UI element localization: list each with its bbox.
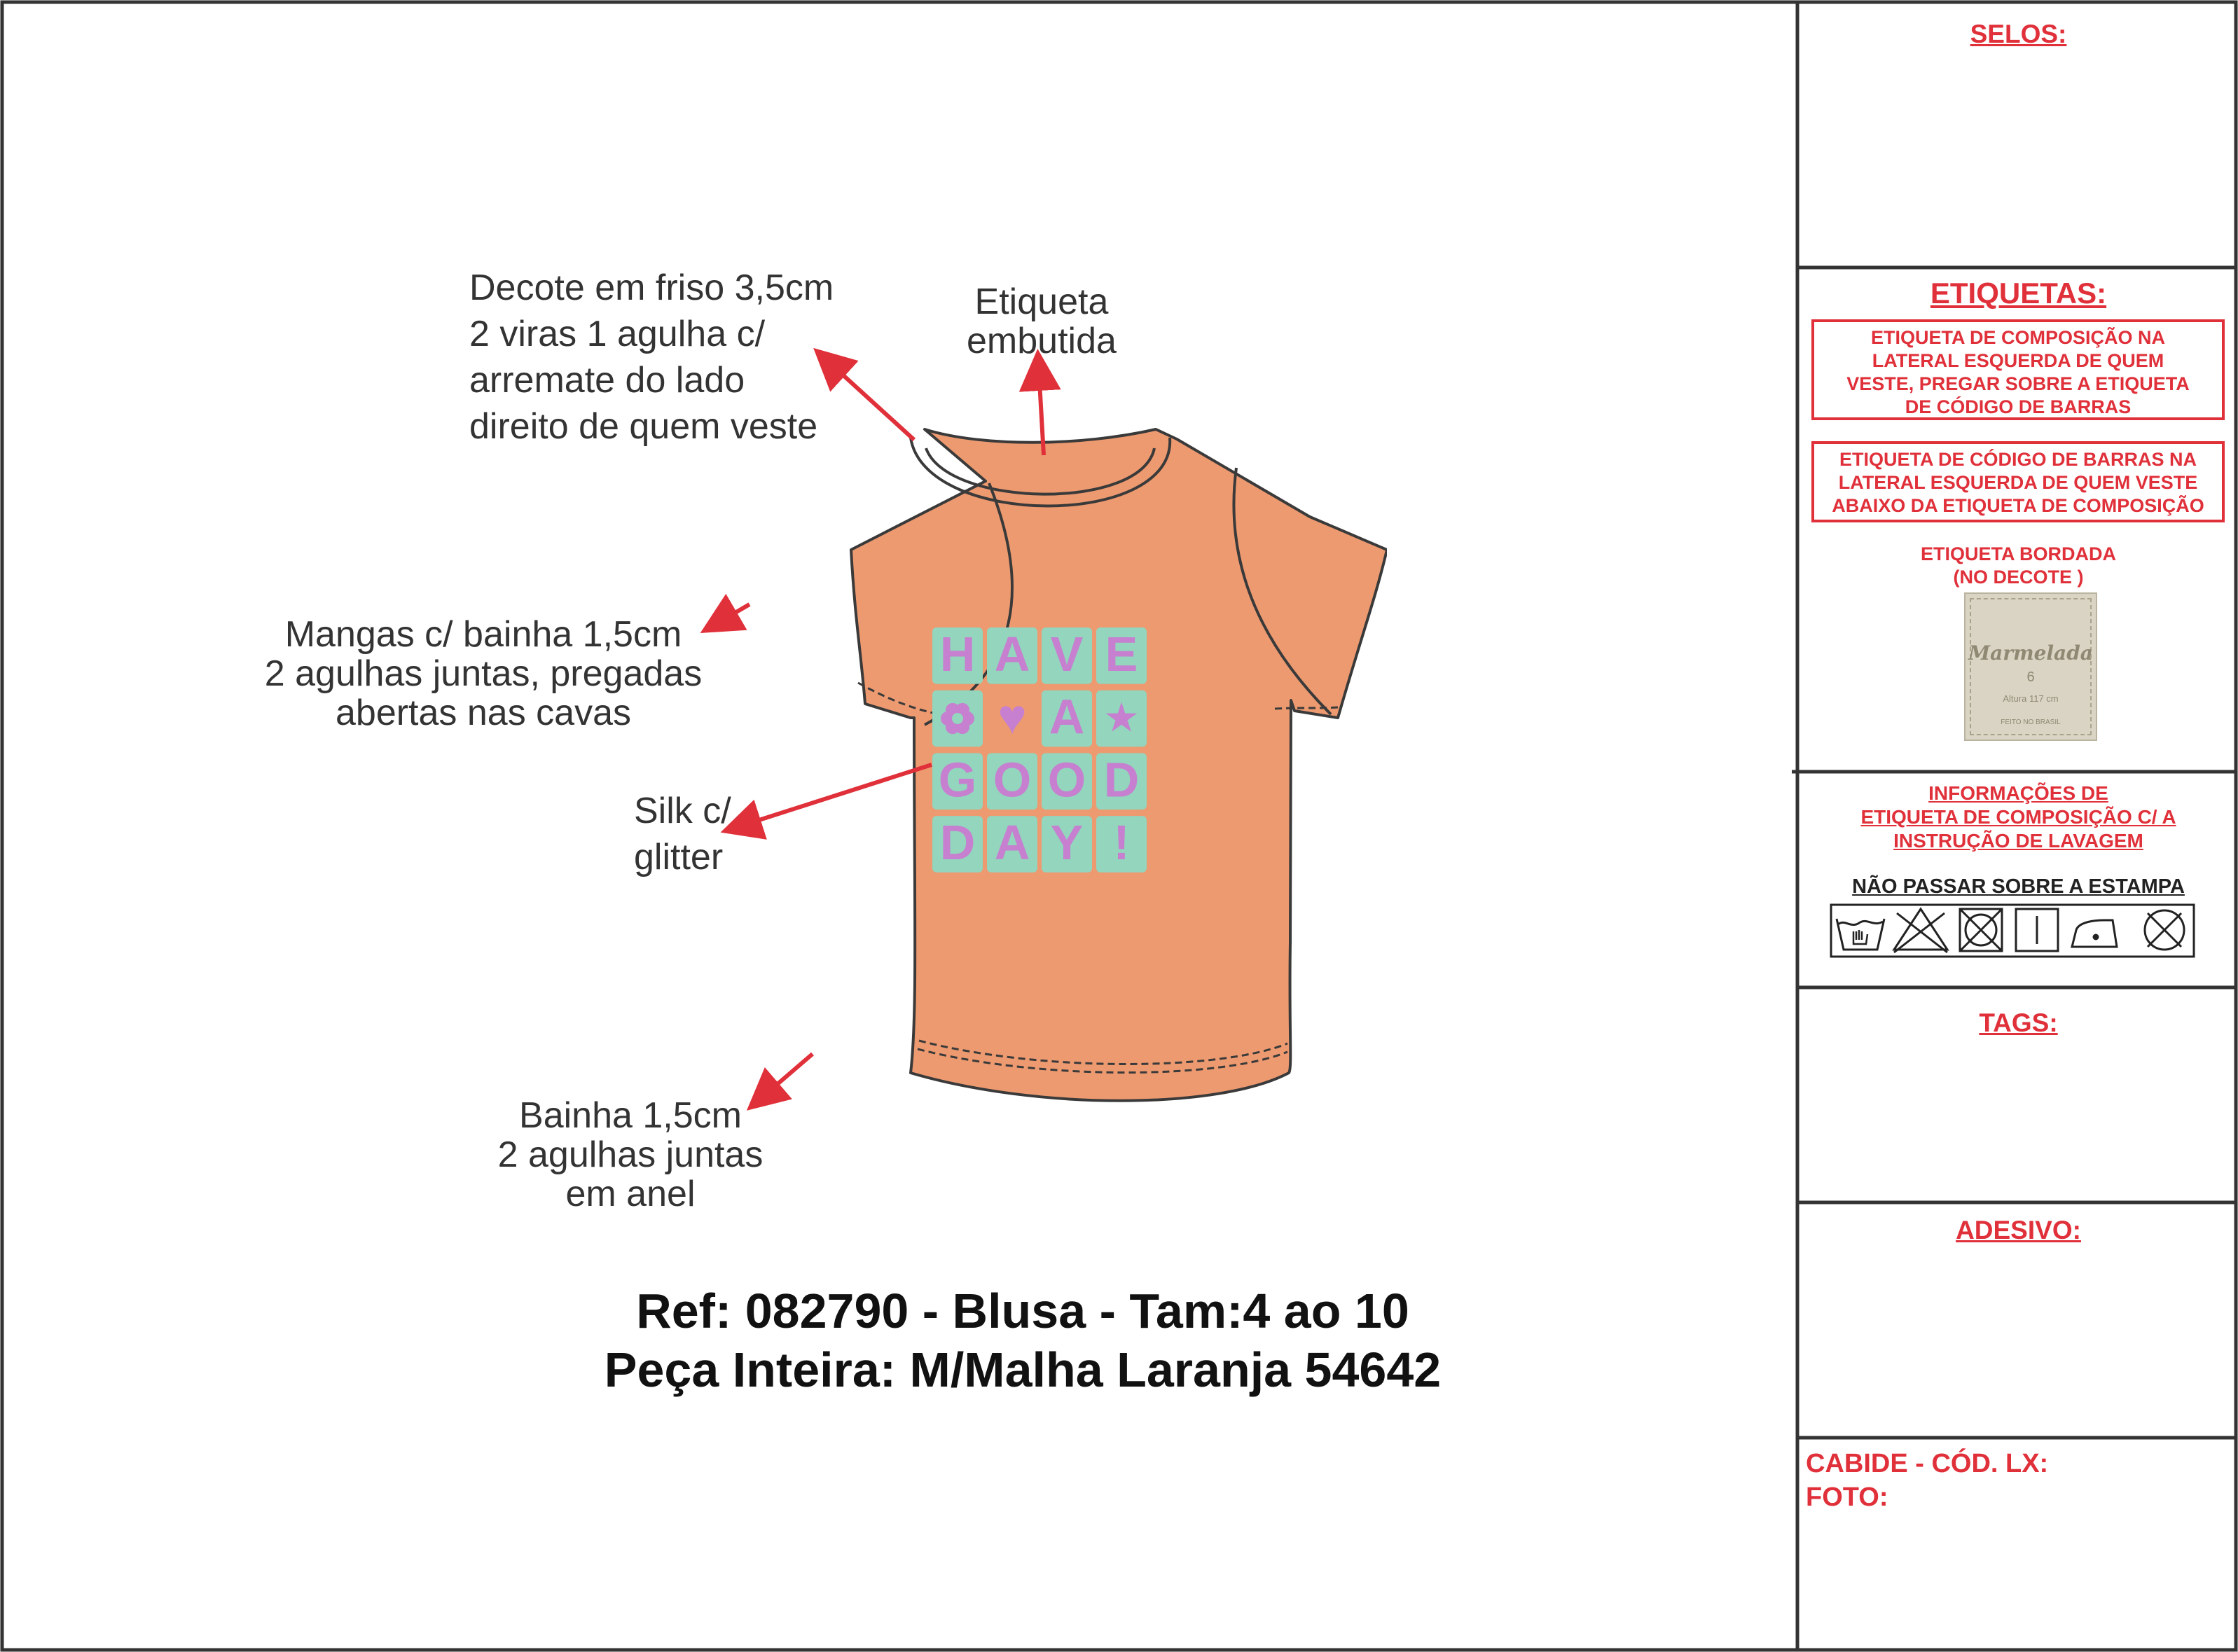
woven-label-size: 6	[2026, 669, 2035, 685]
cabide-label: CABIDE - CÓD. LX:	[1806, 1449, 2049, 1478]
print-letter: ♥	[997, 689, 1027, 744]
print-letter: A	[1049, 689, 1085, 744]
print-letter: A	[994, 626, 1030, 681]
print-letter: !	[1113, 815, 1130, 870]
print-letter: O	[993, 752, 1032, 807]
tags-heading: TAGS:	[1979, 1008, 2058, 1037]
annotation-silk: Silk c/ glitter	[634, 791, 731, 877]
print-letter: A	[994, 815, 1030, 870]
selos-heading: SELOS:	[1970, 20, 2067, 48]
foto-label: FOTO:	[1806, 1483, 1888, 1512]
reference-line-1: Ref: 082790 - Blusa - Tam:4 ao 10	[636, 1284, 1409, 1338]
print-letter: D	[939, 815, 976, 870]
composition-label-box: ETIQUETA DE COMPOSIÇÃO NA LATERAL ESQUERDA DE QUEM VESTE, PREGAR SOBRE A ETIQUETA DE CÓDIGO DE BARRAS	[1811, 319, 2225, 420]
no-tumble-dry-icon	[1960, 909, 2002, 951]
composition-info-caption: INFORMAÇÕES DE ETIQUETA DE COMPOSIÇÃO C/ A INSTRUÇÃO DE LAVAGEM	[1860, 782, 2176, 852]
embroidered-label-caption: ETIQUETA BORDADA (NO DECOTE )	[1921, 543, 2116, 588]
print-letter: V	[1050, 626, 1084, 681]
arrow-silk	[728, 765, 932, 830]
annotation-sleeves: Mangas c/ bainha 1,5cm 2 agulhas juntas, pregadas abertas nas cavas	[264, 614, 703, 733]
annotation-label: Etiqueta embutida	[967, 282, 1117, 361]
woven-label-swatch	[1964, 592, 2097, 741]
print-letter: E	[1105, 626, 1138, 681]
woven-label-brand: Marmelada	[1968, 641, 2093, 665]
print-letter: Y	[1050, 815, 1084, 870]
star-icon: ★	[1103, 693, 1140, 742]
care-warning: NÃO PASSAR SOBRE A ESTAMPA	[1852, 875, 2185, 898]
cabide-foto	[1806, 1447, 2048, 1514]
arrow-label	[1038, 357, 1044, 455]
print-letter: O	[1047, 752, 1086, 807]
print-letter: G	[938, 752, 977, 807]
barcode-label-box: ETIQUETA DE CÓDIGO DE BARRAS NA LATERAL ESQUERDA DE QUEM VESTE ABAIXO DA ETIQUETA DE COMPOSIÇÃO	[1811, 441, 2225, 522]
reference-title	[448, 1282, 1597, 1399]
reference-line-2: Peça Inteira: M/Malha Laranja 54642	[604, 1342, 1442, 1397]
arrow-neckline	[820, 354, 914, 440]
annotation-hem: Bainha 1,5cm 2 agulhas juntas em anel	[497, 1095, 764, 1214]
annotation-neckline: Decote em friso 3,5cm 2 viras 1 agulha c/ arremate do lado direito de quem veste	[469, 268, 834, 447]
print-letter: D	[1103, 752, 1140, 807]
woven-label-made-in: FEITO NO BRASIL	[2001, 719, 2061, 726]
print-letter: H	[939, 626, 976, 681]
woven-label-stitch	[1970, 598, 2092, 735]
etiquetas-heading: ETIQUETAS:	[1930, 277, 2107, 310]
care-symbols	[1830, 903, 2195, 958]
woven-label-height: Altura 117 cm	[2003, 693, 2059, 704]
adesivo-heading: ADESIVO:	[1956, 1216, 2081, 1244]
